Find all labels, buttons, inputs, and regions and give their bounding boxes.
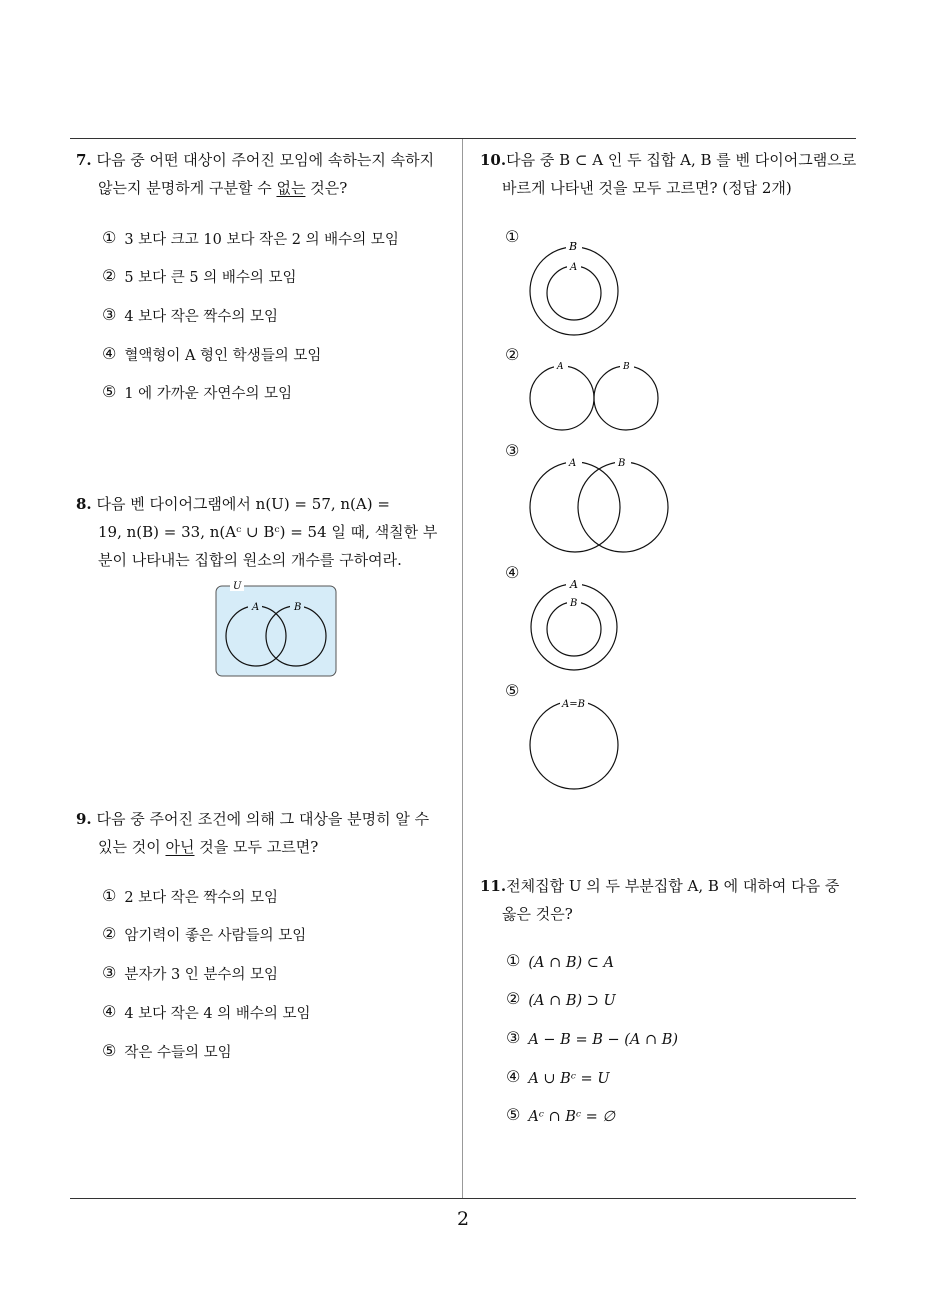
choice-mark-2: ② — [506, 989, 521, 1008]
bottom-rule — [70, 1198, 856, 1199]
question-8-text-1: 다음 벤 다이어그램에서 n(U) = 57, n(A) = — [96, 495, 390, 513]
question-9-text-2b: 것을 모두 고르면? — [194, 838, 319, 856]
q10-fig2-label-a: A — [557, 362, 564, 372]
top-rule — [70, 138, 856, 139]
q9-option-5[interactable] — [102, 1041, 232, 1062]
question-9-text-1: 다음 중 주어진 조건에 의해 그 대상을 분명히 알 수 — [96, 810, 430, 828]
q10-figure-4 — [526, 576, 626, 674]
q10-fig1-outer-circle — [530, 247, 618, 335]
choice-mark-4: ④ — [102, 344, 117, 363]
q8-universal-set-shaded — [216, 586, 336, 676]
q9-option-1-text: 2 보다 작은 짝수의 모임 — [124, 890, 279, 906]
question-10-text-1: 다음 중 B ⊂ A 인 두 집합 A, B 를 벤 다이어그램으로 — [506, 151, 857, 169]
q11-option-1-text: (A ∩ B) ⊂ A — [528, 955, 614, 971]
question-9-line2 — [76, 833, 458, 861]
q7-option-1-text: 3 보다 크고 10 보다 작은 2 의 배수의 모임 — [124, 232, 399, 248]
choice-mark-4: ④ — [505, 563, 520, 582]
q7-option-2-text: 5 보다 큰 5 의 배수의 모임 — [124, 270, 297, 286]
q10-figure-2 — [526, 358, 662, 434]
question-11-text-1: 전체집합 U 의 두 부분집합 A, B 에 대하여 다음 중 — [506, 877, 840, 895]
q8-venn-diagram — [214, 578, 338, 680]
q10-figure-3 — [526, 454, 674, 554]
q11-option-4[interactable] — [506, 1068, 610, 1087]
q10-fig2-label-b: B — [623, 362, 630, 372]
q7-option-2[interactable] — [102, 266, 297, 287]
q9-option-4-text: 4 보다 작은 4 의 배수의 모임 — [124, 1006, 311, 1022]
question-11 — [480, 872, 860, 928]
q9-option-4[interactable] — [102, 1002, 311, 1023]
question-9-text-2a: 있는 것이 — [98, 838, 166, 856]
q10-fig5-label: A=B — [562, 699, 585, 710]
q10-fig3-label-b: B — [618, 458, 626, 469]
choice-mark-4: ④ — [102, 1002, 117, 1021]
choice-mark-1: ① — [102, 886, 117, 905]
q9-option-1[interactable] — [102, 886, 278, 907]
q7-option-4[interactable] — [102, 344, 321, 365]
page-number: 2 — [456, 1208, 470, 1230]
choice-mark-1: ① — [505, 227, 520, 246]
q10-fig1-inner-label: A — [570, 262, 578, 273]
choice-mark-5: ⑤ — [506, 1105, 521, 1124]
q10-fig4-outer-circle — [531, 584, 617, 670]
question-8-line3: 분이 나타내는 집합의 원소의 개수를 구하여라. — [98, 551, 402, 569]
choice-mark-2: ② — [102, 924, 117, 943]
q10-figure-5 — [526, 694, 626, 792]
q10-fig3-circle-b — [578, 462, 668, 552]
q11-option-3[interactable] — [506, 1029, 678, 1048]
question-11-line1 — [480, 872, 860, 900]
q10-fig4-outer-label: A — [570, 578, 578, 591]
q10-option-4-mark[interactable] — [505, 564, 527, 582]
choice-mark-2: ② — [102, 266, 117, 285]
q10-fig3-label-a: A — [569, 458, 577, 469]
choice-mark-5: ⑤ — [505, 681, 520, 700]
question-10-line1 — [480, 146, 860, 174]
question-11-number: 11. — [480, 877, 507, 895]
q10-fig4-inner-label: B — [570, 598, 578, 609]
choice-mark-2: ② — [505, 345, 520, 364]
q11-option-3-text: A − B = B − (A ∩ B) — [528, 1032, 679, 1048]
q10-option-2-mark[interactable] — [505, 346, 527, 364]
q10-fig2-circle-a — [530, 366, 594, 430]
q7-option-5-text: 1 에 가까운 자연수의 모임 — [124, 386, 293, 402]
question-8-number: 8. — [76, 495, 92, 513]
question-9-underlined: 아닌 — [165, 838, 195, 856]
q8-label-a: A — [252, 602, 260, 613]
question-9-number: 9. — [76, 810, 92, 828]
q9-option-5-text: 작은 수들의 모임 — [124, 1045, 232, 1061]
q10-fig5-circle — [530, 701, 618, 789]
choice-mark-3: ③ — [505, 441, 520, 460]
question-7-line1 — [76, 146, 456, 174]
q11-option-1[interactable] — [506, 952, 614, 971]
q7-option-3[interactable] — [102, 305, 278, 326]
q11-option-5-text: Aᶜ ∩ Bᶜ = ∅ — [528, 1109, 616, 1125]
q9-option-3[interactable] — [102, 963, 278, 984]
q10-option-1-mark[interactable] — [505, 228, 527, 246]
q7-option-4-text: 혈액형이 A 형인 학생들의 모임 — [124, 348, 322, 364]
q9-option-2-text: 암기력이 좋은 사람들의 모임 — [124, 928, 307, 944]
column-divider — [462, 139, 463, 1199]
question-8-line1 — [76, 490, 458, 518]
q11-option-5[interactable] — [506, 1106, 615, 1125]
q10-fig3-circle-a — [530, 462, 620, 552]
q10-fig2-circle-b — [594, 366, 658, 430]
q11-option-4-text: A ∪ Bᶜ = U — [528, 1071, 610, 1087]
question-10-number: 10. — [480, 151, 507, 169]
q10-option-3-mark[interactable] — [505, 442, 527, 460]
question-7-number: 7. — [76, 151, 92, 169]
q10-fig1-outer-label: B — [569, 240, 578, 253]
choice-mark-5: ⑤ — [102, 1041, 117, 1060]
q9-option-2[interactable] — [102, 924, 306, 945]
q10-option-5-mark[interactable] — [505, 682, 527, 700]
question-7 — [76, 146, 456, 202]
q8-label-u: U — [233, 581, 242, 592]
question-7-text-2a: 않는지 분명하게 구분할 수 — [98, 179, 277, 197]
choice-mark-3: ③ — [506, 1028, 521, 1047]
question-8-line2: 19, n(B) = 33, n(Aᶜ ∪ Bᶜ) = 54 일 때, 색칠한 부 — [98, 523, 438, 541]
question-10 — [480, 146, 860, 202]
q8-label-b: B — [294, 602, 302, 613]
q10-fig1-inner-circle — [547, 266, 601, 320]
q11-option-2-text: (A ∩ B) ⊃ U — [528, 993, 616, 1009]
q11-option-2[interactable] — [506, 990, 616, 1009]
question-10-line2: 바르게 나타낸 것을 모두 고르면? (정답 2개) — [502, 179, 792, 197]
choice-mark-5: ⑤ — [102, 382, 117, 401]
choice-mark-4: ④ — [506, 1067, 521, 1086]
q7-option-3-text: 4 보다 작은 짝수의 모임 — [124, 309, 279, 325]
question-7-line2 — [76, 174, 456, 202]
q10-figure-1 — [526, 236, 626, 336]
choice-mark-1: ① — [102, 228, 117, 247]
question-9 — [76, 805, 458, 861]
question-9-line1 — [76, 805, 458, 833]
question-8 — [76, 490, 458, 574]
question-7-text-1: 다음 중 어떤 대상이 주어진 모임에 속하는지 속하지 — [96, 151, 435, 169]
question-7-text-2b: 것은? — [305, 179, 348, 197]
q7-option-5[interactable] — [102, 382, 292, 403]
question-11-line2: 옳은 것은? — [502, 905, 573, 923]
q10-fig4-inner-circle — [547, 602, 601, 656]
choice-mark-1: ① — [506, 951, 521, 970]
choice-mark-3: ③ — [102, 963, 117, 982]
question-7-underlined: 없는 — [276, 179, 306, 197]
q7-option-1[interactable] — [102, 228, 399, 249]
q9-option-3-text: 분자가 3 인 분수의 모임 — [124, 967, 279, 983]
choice-mark-3: ③ — [102, 305, 117, 324]
